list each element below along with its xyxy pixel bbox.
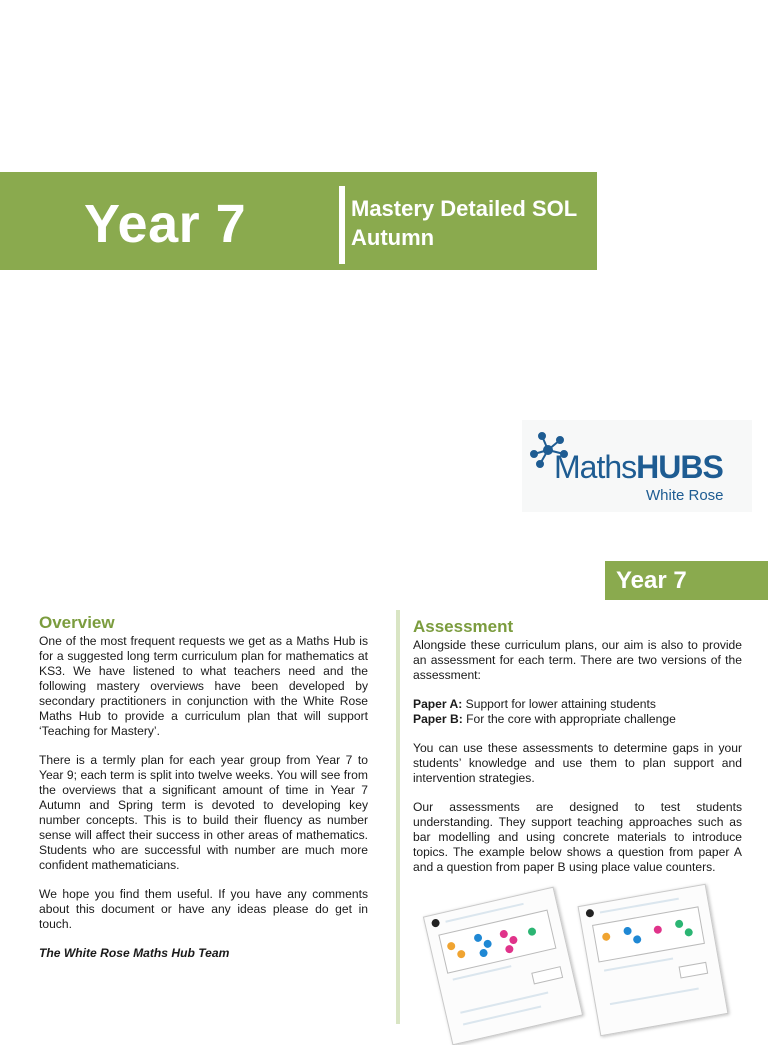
logo-wordmark: MathsHUBS [554, 449, 723, 485]
maths-hubs-logo [522, 420, 752, 512]
overview-paragraph-2: There is a termly plan for each year group from Year 7 to Year 9; each term is split into twelve weeks. You will see from the overviews that a significant amount of time in Year 7 Autumn and Spring term is devoted to developing key number concepts. This is to build their fluency as number sense will affect their success in other areas of mathematics. Students who are successful with number are much more confident mathematicians. [39, 753, 368, 872]
banner-subtitle-line1: Mastery Detailed SOL [351, 196, 578, 221]
overview-signature: The White Rose Maths Hub Team [39, 946, 230, 960]
title-banner [0, 172, 597, 270]
banner-subtitle [351, 194, 577, 252]
overview-paragraph-1: One of the most frequent requests we get as a Maths Hub is for a suggested long term curriculum plan for mathematics at KS3. We have listened to what teachers need and the following mastery overviews have been developed by secondary practitioners in conjunction with the White Rose Maths Hub to provide a curriculum plan that will support ‘Teaching for Mastery’. [39, 634, 368, 738]
assessment-paragraph-3: Our assessments are designed to test students understanding. They support teaching approaches such as bar modelling and using concrete materials to introduce topics. The example below shows a question from paper A and a question from paper B using place value counters. [413, 800, 742, 874]
paper-b-line: Paper B: For the core with appropriate challenge [413, 712, 676, 726]
assessment-intro: Alongside these curriculum plans, our aim is also to provide an assessment for each term. There are two versions of the assessment: [413, 638, 742, 682]
banner-divider [339, 186, 345, 264]
overview-paragraph-3: We hope you find them useful. If you have any comments about this document or have any ideas please do get in touch. [39, 887, 368, 931]
assessment-paragraph-2: You can use these assessments to determine gaps in your students’ knowledge and use them to plan support and intervention strategies. [413, 741, 742, 785]
assessment-heading: Assessment [413, 617, 514, 636]
column-divider [396, 610, 400, 1024]
paper-b-example-image [578, 884, 729, 1037]
banner-subtitle-line2: Autumn [351, 225, 435, 250]
assessment-section [413, 616, 742, 875]
overview-section [39, 612, 368, 961]
overview-heading: Overview [39, 613, 115, 632]
paper-a-line: Paper A: Support for lower attaining students [413, 697, 656, 711]
year-tab: Year 7 [605, 561, 768, 600]
banner-year-title: Year 7 [84, 194, 247, 254]
paper-a-example-image [423, 887, 583, 1045]
logo-subtitle: White Rose [646, 487, 724, 504]
